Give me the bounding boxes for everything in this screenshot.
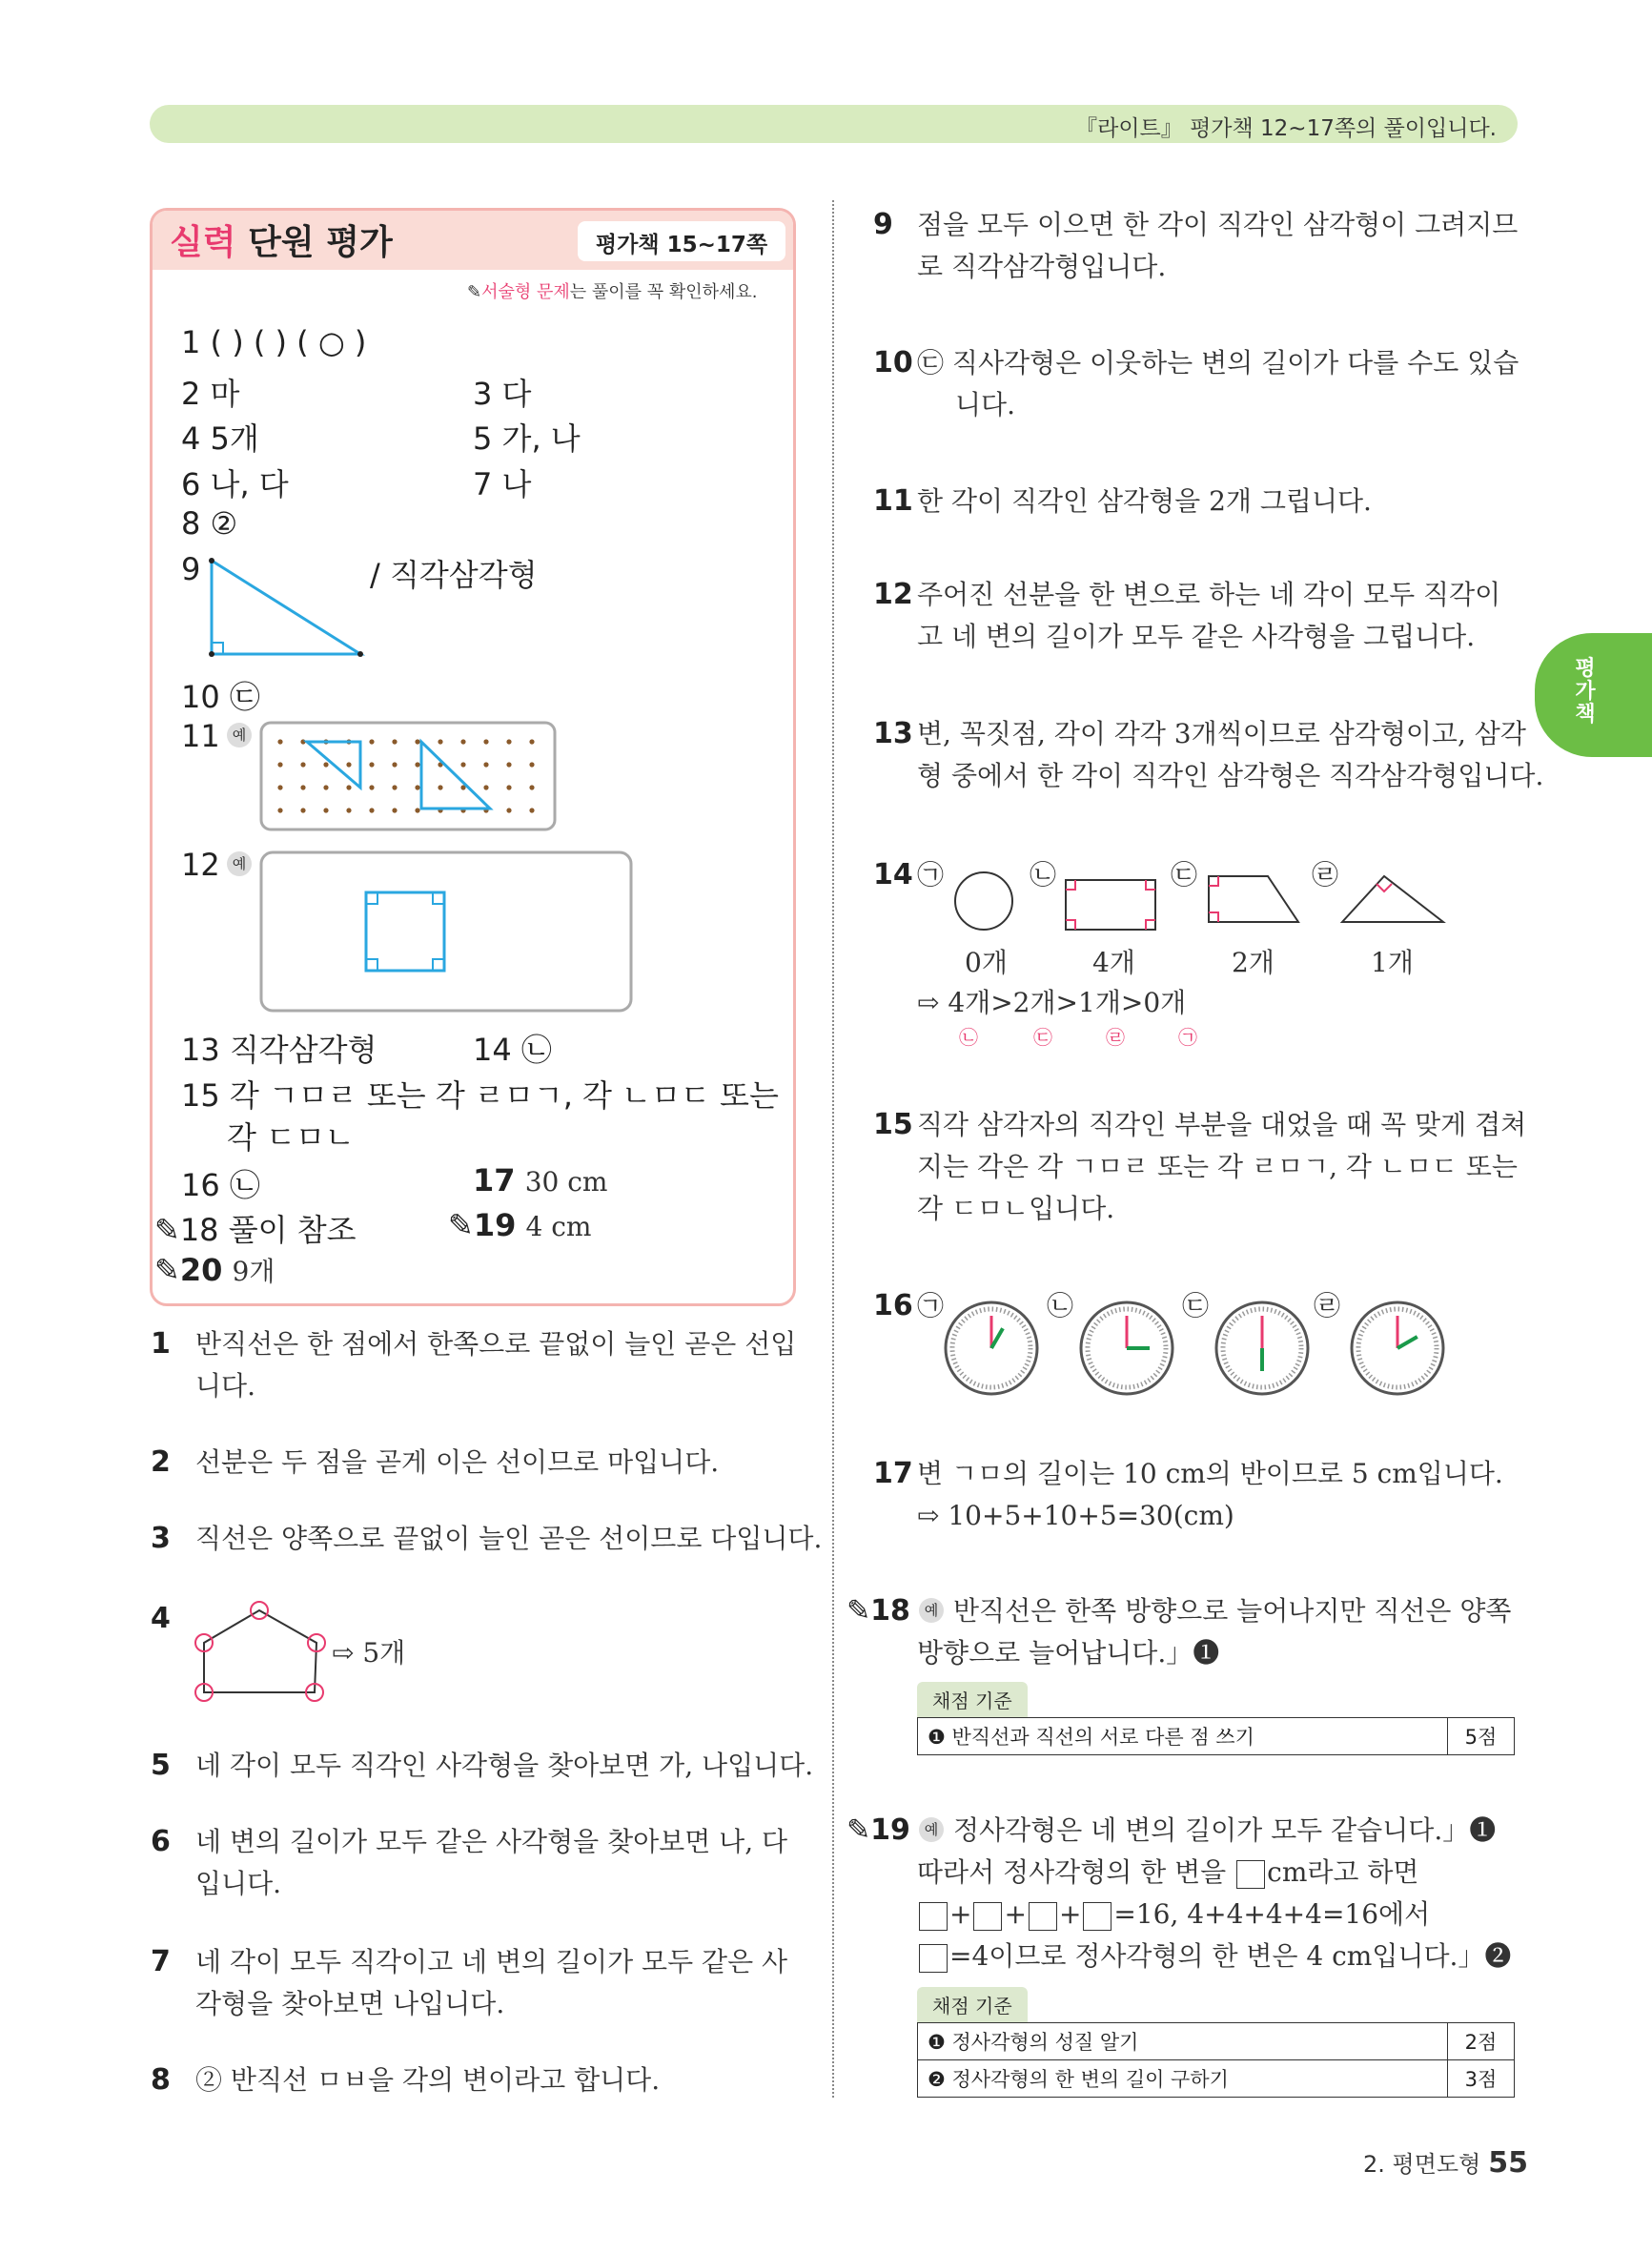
sol-9-line: 점을 모두 이으면 한 각이 직각인 삼각형이 그려지므: [917, 209, 1519, 240]
sol-17: 변 ㄱㅁ의 길이는 10 cm의 반이므로 5 cm입니다.: [917, 1458, 1503, 1489]
sol-19-line-4: [917, 1936, 1511, 1977]
criteria-label: 채점 기준: [917, 1682, 1028, 1717]
criteria-score: 5점: [1448, 1718, 1515, 1755]
answer-8: 8 ②: [181, 505, 238, 542]
answer-20: [154, 1251, 275, 1293]
answer-17: [473, 1161, 607, 1203]
criteria-19: [917, 1987, 1515, 2098]
sol-9: [917, 204, 1518, 288]
banner-text: 『라이트』 평가책 12~17쪽의 풀이입니다.: [1075, 116, 1497, 141]
clock-label-c: ㉢: [1182, 1290, 1210, 1321]
box-title: [170, 215, 393, 264]
sol-7: [195, 1941, 787, 2025]
answer-9-shape: / 직각삼각형: [370, 557, 538, 593]
answer-17-num: 17: [473, 1162, 516, 1198]
order-sub-1: ㉡: [959, 1026, 978, 1049]
sol-4: ⇨ 5개: [332, 1637, 406, 1669]
page-footer: [1363, 2145, 1528, 2180]
order-sub-4: ㉠: [1178, 1026, 1197, 1049]
sol-11-num: 11: [873, 484, 913, 518]
criteria-item: ❶ 반직선과 직선의 서로 다른 점 쓰기: [918, 1718, 1448, 1755]
blank-box: [1029, 1902, 1057, 1931]
box-title-highlight: 실력: [170, 223, 236, 262]
sol-19-num: ✎19: [846, 1813, 910, 1847]
sol-15-num: 15: [873, 1108, 913, 1141]
box-title-text: 단원 평가: [248, 223, 393, 262]
criteria-label: 채점 기준: [917, 1987, 1028, 2022]
note-highlight: 서술형 문제: [481, 282, 570, 302]
sol-12-line: 주어진 선분을 한 변으로 하는 네 각이 모두 직각이: [917, 579, 1501, 610]
answer-18-text: 18 풀이 참조: [179, 1212, 357, 1248]
answer-5: 5 가, 나: [473, 420, 581, 457]
sol-9-num: 9: [873, 208, 893, 241]
sol-1-num: 1: [151, 1327, 171, 1361]
answer-16: 16 ㉡: [181, 1167, 260, 1203]
sol-18-line-2: 방향으로 늘어납니다.」❶: [917, 1637, 1220, 1669]
sol-19-line-1: 정사각형은 네 변의 길이가 모두 같습니다.」❶: [953, 1814, 1497, 1846]
sol-1: [195, 1323, 796, 1407]
page-number: 55: [1488, 2146, 1529, 2180]
page-range-badge: [578, 221, 785, 261]
count-c: 2개: [1232, 947, 1275, 978]
note: [467, 278, 758, 303]
answer-20-value: 9개: [232, 1256, 275, 1287]
answer-14: 14 ㉡: [473, 1032, 552, 1068]
criteria-item: ❷ 정사각형의 한 변의 길이 구하기: [918, 2060, 1448, 2098]
pencil-icon: ✎: [154, 1252, 180, 1288]
answer-17-value: 30 cm: [524, 1166, 608, 1198]
blank-box: [973, 1902, 1002, 1931]
sol-12: [917, 574, 1500, 658]
sol-10: [917, 342, 1519, 426]
sol-10-line: 니다.: [955, 389, 1015, 420]
table-row: [918, 1718, 1515, 1755]
sol-15-line: 직각 삼각자의 직각인 부분을 대었을 때 꼭 맞게 겹쳐: [917, 1109, 1527, 1140]
criteria-table: [917, 1717, 1515, 1755]
example-badge: 예: [227, 851, 252, 876]
table-row: [918, 2060, 1515, 2098]
answer-15: 15 각 ㄱㅁㄹ 또는 각 ㄹㅁㄱ, 각 ㄴㅁㄷ 또는: [181, 1077, 779, 1114]
sol-16-num: 16: [873, 1289, 913, 1322]
answer-4: 4 5개: [181, 420, 259, 457]
clock-label-a: ㉠: [917, 1290, 945, 1321]
sol-6-num: 6: [151, 1825, 171, 1858]
blank-box: [1083, 1902, 1112, 1931]
answer-11-num: 11: [181, 718, 220, 754]
answer-19: [448, 1206, 591, 1248]
sol-19-line-3: + + + =16, 4+4+4+4=16에서: [917, 1894, 1430, 1936]
clock-label-d: ㉣: [1314, 1290, 1341, 1321]
count-d: 1개: [1371, 947, 1414, 978]
four-shapes-figure: [944, 863, 1449, 939]
sol-9-line: 로 직각삼각형입니다.: [917, 251, 1167, 282]
sol-6-line: 네 변의 길이가 모두 같은 사각형을 찾아보면 나, 다: [195, 1826, 788, 1857]
sol-7-line: 각형을 찾아보면 나입니다.: [195, 1988, 505, 2019]
answer-7: 7 나: [473, 466, 532, 502]
answer-20-num: 20: [179, 1252, 223, 1288]
order-sub-3: ㉣: [1106, 1026, 1125, 1049]
answer-2: 2 마: [181, 376, 240, 412]
sol-13-num: 13: [873, 717, 913, 750]
sol-7-line: 네 각이 모두 직각이고 네 변의 길이가 모두 같은 사: [195, 1946, 788, 1977]
sol-2-num: 2: [151, 1445, 171, 1479]
right-triangle-figure: [200, 551, 372, 661]
answer-1: 1 ( ) ( ) ( ○ ): [181, 324, 367, 360]
clock-label-b: ㉡: [1047, 1290, 1074, 1321]
example-badge: 예: [919, 1817, 944, 1842]
criteria-score: 3점: [1448, 2060, 1515, 2098]
sol-17-num: 17: [873, 1457, 913, 1490]
sol-7-num: 7: [151, 1945, 171, 1978]
count-a: 0개: [965, 947, 1008, 978]
pentagon-figure: [191, 1597, 334, 1702]
sol-10-num: 10: [873, 346, 913, 379]
sol-1-line: 반직선은 한 점에서 한쪽으로 끝없이 늘인 곧은 선입: [195, 1328, 797, 1360]
sol-12-num: 12: [873, 578, 913, 611]
pencil-icon: ✎: [846, 1813, 871, 1847]
header-banner: [150, 105, 1518, 143]
sol-13: [917, 713, 1543, 797]
answer-3: 3 다: [473, 376, 532, 412]
criteria-score: 2점: [1448, 2023, 1515, 2060]
sol-14-num: 14: [873, 858, 913, 891]
shape-label-a: ㉠: [917, 859, 945, 891]
sol-13-line: 변, 꼭짓점, 각이 각각 3개씩이므로 삼각형이고, 삼각: [917, 718, 1526, 749]
count-b: 4개: [1092, 947, 1135, 978]
sol-13-line: 형 중에서 한 각이 직각인 삼각형은 직각삼각형입니다.: [917, 760, 1544, 791]
example-badge: 예: [227, 723, 252, 748]
table-row: [918, 2023, 1515, 2060]
shape-label-c: ㉢: [1171, 859, 1198, 891]
blank-box: [919, 1902, 948, 1931]
order-sub-2: ㉢: [1033, 1026, 1052, 1049]
shape-label-d: ㉣: [1312, 859, 1339, 891]
sol-3-num: 3: [151, 1522, 171, 1555]
dot-grid-triangles: [259, 721, 557, 831]
note-text: 는 풀이를 꼭 확인하세요.: [569, 282, 758, 302]
answer-19-value: 4 cm: [525, 1211, 592, 1242]
sol-6: [195, 1821, 787, 1905]
sol-15-line: 지는 각은 각 ㄱㅁㄹ 또는 각 ㄹㅁㄱ, 각 ㄴㅁㄷ 또는: [917, 1151, 1518, 1182]
sol-19-text: =16, 4+4+4+4=16에서: [1113, 1898, 1431, 1930]
sol-15-line: 각 ㄷㅁㄴ입니다.: [917, 1193, 1115, 1224]
sol-18-num: ✎18: [846, 1594, 910, 1628]
sol-10-line: ㉢ 직사각형은 이웃하는 변의 길이가 다를 수도 있습: [917, 347, 1519, 379]
chapter-title: 2. 평면도형: [1363, 2151, 1481, 2178]
sol-5: 네 각이 모두 직각인 사각형을 찾아보면 가, 나입니다.: [195, 1750, 814, 1781]
blank-box: [1236, 1860, 1265, 1889]
pencil-icon: ✎: [467, 282, 482, 302]
page-range-text: 평가책 15~17쪽: [595, 233, 768, 257]
criteria-table: [917, 2022, 1515, 2098]
sol-3: 직선은 양쪽으로 끝없이 늘인 곧은 선이므로 다입니다.: [195, 1523, 823, 1554]
sol-4-num: 4: [151, 1602, 171, 1635]
sol-19-text: =4이므로 정사각형의 한 변은 4 cm입니다.」❷: [949, 1940, 1512, 1972]
criteria-item: ❶ 정사각형의 성질 알기: [918, 2023, 1448, 2060]
example-badge: 예: [919, 1598, 944, 1623]
sol-2: 선분은 두 점을 곧게 이은 선이므로 마입니다.: [195, 1446, 720, 1478]
sol-11: 한 각이 직각인 삼각형을 2개 그립니다.: [917, 485, 1372, 517]
sol-8: ② 반직선 ㅁㅂ을 각의 변이라고 합니다.: [195, 2064, 661, 2096]
answer-10: 10 ㉢: [181, 679, 260, 715]
sol-12-line: 고 네 변의 길이가 모두 같은 사각형을 그립니다.: [917, 621, 1476, 652]
side-tab-text: 평가책: [1575, 657, 1596, 727]
answer-6: 6 나, 다: [181, 466, 289, 502]
sol-1-line: 니다.: [195, 1370, 255, 1402]
sol-6-line: 입니다.: [195, 1868, 282, 1899]
answer-9: 9: [181, 551, 201, 587]
sol-5-num: 5: [151, 1749, 171, 1782]
side-tab: [1535, 633, 1652, 757]
answer-12-num: 12: [181, 847, 220, 883]
sol-19-text: 따라서 정사각형의 한 변을: [917, 1856, 1227, 1888]
shape-label-b: ㉡: [1030, 859, 1057, 891]
sol-15: [917, 1104, 1526, 1230]
pencil-icon: ✎: [154, 1212, 180, 1248]
answer-13: 13 직각삼각형: [181, 1032, 377, 1068]
sol-19-line-2: [917, 1852, 1418, 1894]
answer-18: [154, 1206, 357, 1250]
sol-19-text: cm라고 하면: [1267, 1856, 1419, 1888]
sol-8-num: 8: [151, 2063, 171, 2097]
answer-19-num: 19: [473, 1207, 517, 1243]
answer-15-cont: 각 ㄷㅁㄴ: [227, 1119, 355, 1156]
pencil-icon: ✎: [846, 1594, 871, 1628]
clocks-figure: [944, 1297, 1449, 1398]
sol-18-line-1: 반직선은 한쪽 방향으로 늘어나지만 직선은 양쪽: [953, 1595, 1512, 1627]
column-divider: [832, 200, 834, 2098]
criteria-18: [917, 1682, 1515, 1755]
blank-box: [919, 1944, 948, 1973]
sol-17-calc: ⇨ 10+5+10+5=30(cm): [917, 1500, 1234, 1531]
pencil-icon: ✎: [448, 1207, 474, 1243]
square-drawing-box: [259, 850, 633, 1013]
sol-14-order: ⇨ 4개>2개>1개>0개: [917, 987, 1187, 1018]
